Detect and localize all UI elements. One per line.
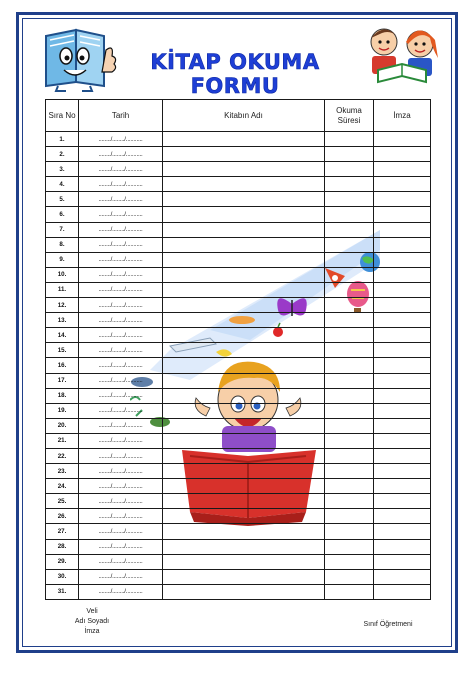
date-cell: ......../......../...........	[79, 569, 163, 584]
column-header-okuma-suresi: Okuma Süresi	[325, 100, 374, 132]
page-title: KİTAP OKUMA FORMU	[150, 50, 320, 98]
book-title-cell[interactable]	[163, 237, 325, 252]
signature-cell[interactable]	[374, 358, 431, 373]
table-row	[46, 298, 431, 313]
table-row	[46, 448, 431, 463]
column-header-imza: İmza	[374, 100, 431, 132]
reading-time-cell[interactable]	[325, 147, 374, 162]
signature-cell[interactable]	[374, 584, 431, 599]
table-row	[46, 252, 431, 267]
reading-time-cell[interactable]	[325, 358, 374, 373]
row-number: 21.	[46, 433, 79, 448]
date-cell: ......../......../...........	[79, 479, 163, 494]
row-number: 19.	[46, 403, 79, 418]
reading-time-cell[interactable]	[325, 494, 374, 509]
book-title-cell[interactable]	[163, 373, 325, 388]
row-number: 23.	[46, 464, 79, 479]
row-number: 11.	[46, 282, 79, 297]
row-number: 4.	[46, 177, 79, 192]
reading-log-table	[45, 99, 431, 600]
table-row	[46, 162, 431, 177]
date-cell: ......../......../...........	[79, 252, 163, 267]
reading-time-cell[interactable]	[325, 132, 374, 147]
reading-time-cell[interactable]	[325, 192, 374, 207]
book-title-cell[interactable]	[163, 403, 325, 418]
table-row	[46, 222, 431, 237]
table-row	[46, 147, 431, 162]
date-cell: ......../......../...........	[79, 464, 163, 479]
book-title-cell[interactable]	[163, 162, 325, 177]
signature-cell[interactable]	[374, 433, 431, 448]
parent-label: Veli	[86, 608, 98, 615]
table-row	[46, 494, 431, 509]
row-number: 9.	[46, 252, 79, 267]
date-cell: ......../......../...........	[79, 313, 163, 328]
table-row	[46, 358, 431, 373]
table-row	[46, 343, 431, 358]
reading-time-cell[interactable]	[325, 222, 374, 237]
signature-cell[interactable]	[374, 298, 431, 313]
row-number: 31.	[46, 584, 79, 599]
book-title-cell[interactable]	[163, 524, 325, 539]
row-number: 22.	[46, 448, 79, 463]
table-row	[46, 554, 431, 569]
teacher-signature-label: Sınıf Öğretmeni	[363, 621, 413, 628]
signature-cell[interactable]	[374, 207, 431, 222]
signature-cell[interactable]	[374, 192, 431, 207]
date-cell: ......../......../...........	[79, 222, 163, 237]
signature-cell[interactable]	[374, 448, 431, 463]
reading-time-cell[interactable]	[325, 237, 374, 252]
signature-cell[interactable]	[374, 147, 431, 162]
date-cell: ......../......../...........	[79, 448, 163, 463]
date-cell: ......../......../...........	[79, 162, 163, 177]
reading-time-cell[interactable]	[325, 584, 374, 599]
date-cell: ......../......../...........	[79, 509, 163, 524]
row-number: 15.	[46, 343, 79, 358]
date-cell: ......../......../...........	[79, 343, 163, 358]
reading-time-cell[interactable]	[325, 464, 374, 479]
book-title-cell[interactable]	[163, 358, 325, 373]
row-number: 16.	[46, 358, 79, 373]
date-cell: ......../......../...........	[79, 177, 163, 192]
book-title-cell[interactable]	[163, 207, 325, 222]
reading-time-cell[interactable]	[325, 403, 374, 418]
table-row	[46, 479, 431, 494]
row-number: 28.	[46, 539, 79, 554]
table-row	[46, 569, 431, 584]
reading-time-cell[interactable]	[325, 207, 374, 222]
table-row	[46, 192, 431, 207]
row-number: 18.	[46, 388, 79, 403]
row-number: 10.	[46, 267, 79, 282]
table-row	[46, 509, 431, 524]
row-number: 24.	[46, 479, 79, 494]
reading-time-cell[interactable]	[325, 252, 374, 267]
signature-cell[interactable]	[374, 388, 431, 403]
date-cell: ......../......../...........	[79, 554, 163, 569]
table-row	[46, 207, 431, 222]
row-number: 25.	[46, 494, 79, 509]
table-row	[46, 418, 431, 433]
reading-time-cell[interactable]	[325, 373, 374, 388]
reading-time-cell[interactable]	[325, 569, 374, 584]
book-title-cell[interactable]	[163, 448, 325, 463]
reading-time-cell[interactable]	[325, 388, 374, 403]
book-title-cell[interactable]	[163, 479, 325, 494]
signature-cell[interactable]	[374, 252, 431, 267]
signature-cell[interactable]	[374, 343, 431, 358]
parent-signature-block	[66, 607, 118, 637]
reading-time-cell[interactable]	[325, 479, 374, 494]
table-row	[46, 403, 431, 418]
parent-signature-label: İmza	[84, 628, 100, 635]
table-row	[46, 177, 431, 192]
reading-time-cell[interactable]	[325, 448, 374, 463]
date-cell: ......../......../...........	[79, 207, 163, 222]
signature-cell[interactable]	[374, 313, 431, 328]
row-number: 3.	[46, 162, 79, 177]
reading-time-cell[interactable]	[325, 509, 374, 524]
reading-time-cell[interactable]	[325, 433, 374, 448]
reading-time-cell[interactable]	[325, 298, 374, 313]
date-cell: ......../......../...........	[79, 132, 163, 147]
book-title-cell[interactable]	[163, 282, 325, 297]
column-header-tarih: Tarih	[79, 100, 163, 132]
table-row	[46, 584, 431, 599]
date-cell: ......../......../...........	[79, 237, 163, 252]
signature-cell[interactable]	[374, 494, 431, 509]
row-number: 27.	[46, 524, 79, 539]
date-cell: ......../......../...........	[79, 147, 163, 162]
date-cell: ......../......../...........	[79, 494, 163, 509]
reading-time-cell[interactable]	[325, 282, 374, 297]
book-title-cell[interactable]	[163, 569, 325, 584]
signature-cell[interactable]	[374, 328, 431, 343]
reading-time-cell[interactable]	[325, 313, 374, 328]
date-cell: ......../......../...........	[79, 418, 163, 433]
signature-cell[interactable]	[374, 509, 431, 524]
signature-cell[interactable]	[374, 403, 431, 418]
signature-cell[interactable]	[374, 162, 431, 177]
signature-cell[interactable]	[374, 524, 431, 539]
date-cell: ......../......../...........	[79, 298, 163, 313]
book-title-cell[interactable]	[163, 222, 325, 237]
book-title-cell[interactable]	[163, 147, 325, 162]
date-cell: ......../......../...........	[79, 584, 163, 599]
row-number: 12.	[46, 298, 79, 313]
table-row	[46, 237, 431, 252]
date-cell: ......../......../...........	[79, 539, 163, 554]
column-header-kitabin-adi: Kitabın Adı	[163, 100, 325, 132]
signature-cell[interactable]	[374, 177, 431, 192]
date-cell: ......../......../...........	[79, 328, 163, 343]
signature-cell[interactable]	[374, 132, 431, 147]
table-row	[46, 328, 431, 343]
date-cell: ......../......../...........	[79, 388, 163, 403]
signature-cell[interactable]	[374, 267, 431, 282]
book-title-cell[interactable]	[163, 132, 325, 147]
table-row	[46, 388, 431, 403]
book-title-cell[interactable]	[163, 298, 325, 313]
book-title-cell[interactable]	[163, 433, 325, 448]
signature-cell[interactable]	[374, 237, 431, 252]
reading-time-cell[interactable]	[325, 267, 374, 282]
row-number: 30.	[46, 569, 79, 584]
reading-time-cell[interactable]	[325, 418, 374, 433]
book-title-cell[interactable]	[163, 509, 325, 524]
reading-time-cell[interactable]	[325, 328, 374, 343]
signature-cell[interactable]	[374, 418, 431, 433]
reading-time-cell[interactable]	[325, 343, 374, 358]
row-number: 26.	[46, 509, 79, 524]
book-title-cell[interactable]	[163, 464, 325, 479]
reading-time-cell[interactable]	[325, 539, 374, 554]
book-mascot-icon	[38, 26, 120, 92]
table-row	[46, 464, 431, 479]
row-number: 2.	[46, 147, 79, 162]
book-title-cell[interactable]	[163, 388, 325, 403]
book-title-cell[interactable]	[163, 418, 325, 433]
table-row	[46, 282, 431, 297]
date-cell: ......../......../...........	[79, 267, 163, 282]
signature-cell[interactable]	[374, 554, 431, 569]
column-header-sira-no: Sıra No	[46, 100, 79, 132]
signature-cell[interactable]	[374, 464, 431, 479]
row-number: 20.	[46, 418, 79, 433]
book-title-cell[interactable]	[163, 343, 325, 358]
table-row	[46, 132, 431, 147]
date-cell: ......../......../...........	[79, 433, 163, 448]
signature-cell[interactable]	[374, 373, 431, 388]
row-number: 14.	[46, 328, 79, 343]
reading-time-cell[interactable]	[325, 554, 374, 569]
date-cell: ......../......../...........	[79, 403, 163, 418]
row-number: 1.	[46, 132, 79, 147]
book-title-cell[interactable]	[163, 584, 325, 599]
reading-children-icon	[360, 24, 446, 86]
signature-cell[interactable]	[374, 222, 431, 237]
reading-time-cell[interactable]	[325, 162, 374, 177]
row-number: 17.	[46, 373, 79, 388]
table-row	[46, 433, 431, 448]
book-title-cell[interactable]	[163, 177, 325, 192]
table-row	[46, 313, 431, 328]
reading-time-cell[interactable]	[325, 524, 374, 539]
table-row	[46, 524, 431, 539]
row-number: 13.	[46, 313, 79, 328]
book-title-cell[interactable]	[163, 267, 325, 282]
row-number: 7.	[46, 222, 79, 237]
signature-cell[interactable]	[374, 539, 431, 554]
date-cell: ......../......../...........	[79, 192, 163, 207]
row-number: 29.	[46, 554, 79, 569]
book-title-cell[interactable]	[163, 539, 325, 554]
row-number: 6.	[46, 207, 79, 222]
date-cell: ......../......../...........	[79, 373, 163, 388]
table-row	[46, 267, 431, 282]
row-number: 5.	[46, 192, 79, 207]
row-number: 8.	[46, 237, 79, 252]
table-row	[46, 373, 431, 388]
date-cell: ......../......../...........	[79, 358, 163, 373]
table-header-row	[46, 100, 431, 132]
signature-cell[interactable]	[374, 479, 431, 494]
book-title-cell[interactable]	[163, 313, 325, 328]
book-title-cell[interactable]	[163, 494, 325, 509]
signature-cell[interactable]	[374, 282, 431, 297]
table-row	[46, 539, 431, 554]
book-title-cell[interactable]	[163, 192, 325, 207]
reading-time-cell[interactable]	[325, 177, 374, 192]
date-cell: ......../......../...........	[79, 282, 163, 297]
signature-cell[interactable]	[374, 569, 431, 584]
book-title-cell[interactable]	[163, 554, 325, 569]
book-title-cell[interactable]	[163, 252, 325, 267]
parent-name-label: Adı Soyadı	[74, 618, 110, 625]
book-title-cell[interactable]	[163, 328, 325, 343]
date-cell: ......../......../...........	[79, 524, 163, 539]
